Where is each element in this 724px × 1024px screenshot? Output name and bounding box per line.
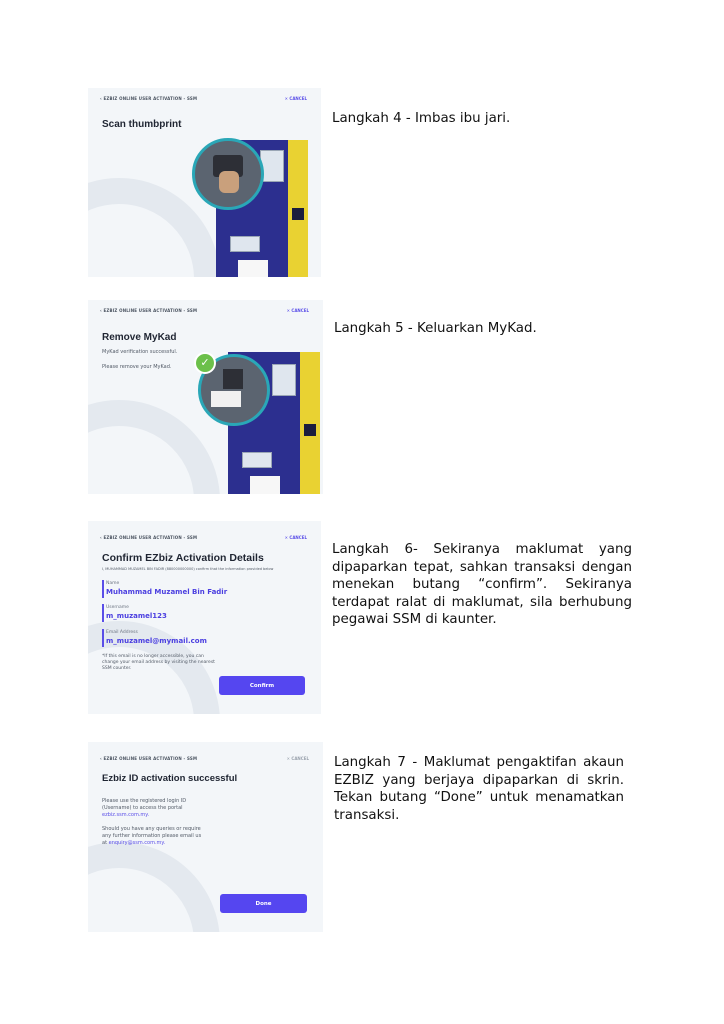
screen-title: Confirm EZbiz Activation Details — [102, 552, 264, 564]
username-label: Username — [106, 605, 129, 610]
enquiry-email-link[interactable]: enquiry@ssm.com.my. — [108, 840, 166, 846]
name-label: Name — [106, 581, 120, 586]
screenshot-confirm-details — [88, 521, 321, 714]
step-5-text: Langkah 5 - Keluarkan MyKad. — [334, 321, 537, 336]
cancel-button[interactable]: ✕ CANCEL — [286, 756, 309, 761]
login-instruction: Please use the registered login ID (Username) to access the portal ezbiz.ssm.com.my. — [102, 798, 187, 818]
screen-header: ‹ EZBIZ ONLINE USER ACTIVATION - SSM — [100, 96, 198, 101]
screenshot-activation-successful — [88, 742, 323, 932]
cancel-button[interactable]: ✕ CANCEL — [286, 308, 309, 313]
screen-header: ‹ EZBIZ ONLINE USER ACTIVATION - SSM — [100, 756, 198, 761]
step-7-text: Langkah 7 - Maklumat pengaktifan akaun EZBIZ yang berjaya dipaparkan di skrin. Tekan butang “Done” untuk menamatkan transaksi. — [334, 755, 624, 823]
instruction-message: Please remove your MyKad. — [102, 364, 172, 370]
screen-title: Remove MyKad — [102, 332, 177, 343]
confirm-button[interactable]: Confirm — [219, 676, 305, 695]
screenshot-remove-mykad — [88, 300, 323, 494]
background-arc — [88, 400, 220, 494]
back-chevron-icon[interactable]: ‹ — [100, 308, 104, 313]
screen-title: Ezbiz ID activation successful — [102, 773, 238, 784]
thumb-scanner-zoom — [192, 138, 264, 210]
screen-header: ‹ EZBIZ ONLINE USER ACTIVATION - SSM — [100, 535, 198, 540]
confirmation-statement: I, MUHAMMAD MUZAMEL BIN FADIR (880000000000) confirm that the information provided below — [102, 567, 274, 571]
email-label: Email Address — [106, 630, 138, 635]
back-chevron-icon[interactable]: ‹ — [100, 535, 104, 540]
email-note: *If this email is no longer accessible, you can change your email address by visiting the nearest SSM counter. — [102, 654, 215, 671]
portal-link[interactable]: ezbiz.ssm.com.my. — [102, 812, 150, 818]
check-icon: ✓ — [194, 352, 216, 374]
screenshot-scan-thumbprint — [88, 88, 321, 277]
background-arc — [88, 842, 220, 932]
screen-header: ‹ EZBIZ ONLINE USER ACTIVATION - SSM — [100, 308, 198, 313]
email-value: m_muzamel@mymail.com — [106, 637, 207, 645]
screen-title: Scan thumbprint — [102, 119, 182, 130]
cancel-button[interactable]: ✕ CANCEL — [284, 96, 307, 101]
enquiry-instruction: Should you have any queries or require any further information please email us at enquiry@ssm.com.my. — [102, 826, 202, 846]
cancel-button[interactable]: ✕ CANCEL — [284, 535, 307, 540]
back-chevron-icon[interactable]: ‹ — [100, 756, 104, 761]
done-button[interactable]: Done — [220, 894, 307, 913]
username-value: m_muzamel123 — [106, 612, 167, 620]
step-6-text: Langkah 6- Sekiranya maklumat yang dipaparkan tepat, sahkan transaksi dengan menekan butang “confirm”. Sekiranya terdapat ralat di maklumat, sila berhubung pegawai SSM di kaunter. — [332, 542, 632, 628]
back-chevron-icon[interactable]: ‹ — [100, 96, 104, 101]
status-message: MyKad verification successful. — [102, 349, 178, 355]
step-4-text: Langkah 4 - Imbas ibu jari. — [332, 111, 511, 126]
name-value: Muhammad Muzamel Bin Fadir — [106, 588, 228, 596]
